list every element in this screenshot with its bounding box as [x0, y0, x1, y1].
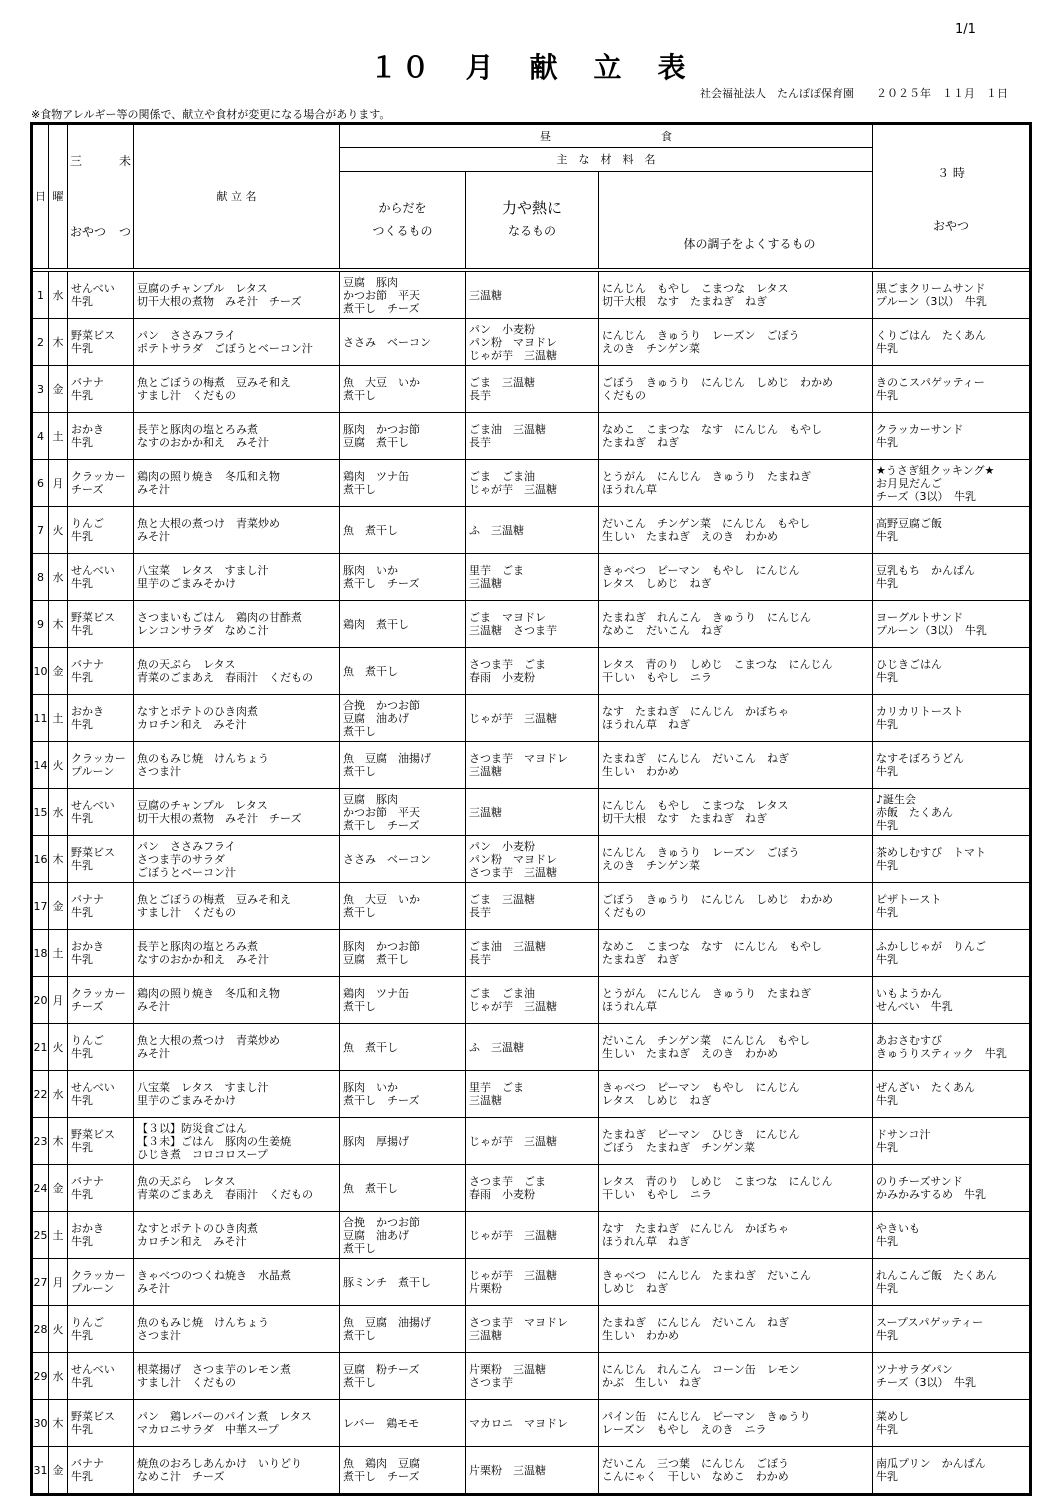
table-row	[32, 1400, 1031, 1447]
cell-condition: パイン缶 にんじん ピーマン きゅうり レーズン もやし えのき ニラ	[599, 1400, 873, 1447]
three-oclock-snack-label: おやつ	[933, 218, 970, 233]
table-row	[32, 1212, 1031, 1259]
cell-wd: 金	[49, 883, 68, 930]
table-row	[32, 883, 1031, 930]
weekday-header: 曜	[49, 124, 68, 269]
cell-condition: だいこん 三つ葉 にんじん ごぼう こんにゃく 干しい なめこ わかめ	[599, 1447, 873, 1495]
cell-day: 30	[32, 1400, 49, 1447]
cell-three: スープスパゲッティー 牛乳	[873, 1306, 1031, 1353]
cell-menu: きゃべつのつくね焼き 水晶煮 みそ汁	[134, 1259, 340, 1306]
cell-three: いもようかん せんべい 牛乳	[873, 977, 1031, 1024]
cell-body: 魚 豆腐 油揚げ 煮干し	[340, 742, 466, 789]
cell-energy: ごま ごま油 じゃが芋 三温糖	[466, 977, 599, 1024]
cell-snack: バナナ 牛乳	[68, 1165, 134, 1212]
snack-header	[68, 124, 134, 269]
table-row	[32, 1071, 1031, 1118]
cell-day: 6	[32, 460, 49, 507]
cell-snack: せんべい 牛乳	[68, 272, 134, 319]
cell-body: 魚 豆腐 油揚げ 煮干し	[340, 1306, 466, 1353]
cell-snack: バナナ 牛乳	[68, 648, 134, 695]
cell-condition: にんじん れんこん コーン缶 レモン かぶ 生しい ねぎ	[599, 1353, 873, 1400]
snack-header-bottom-right: つ	[118, 224, 131, 239]
body-building-top: からだを	[378, 201, 427, 215]
cell-wd: 火	[49, 742, 68, 789]
cell-day: 14	[32, 742, 49, 789]
cell-energy: ごま油 三温糖 長芋	[466, 413, 599, 460]
allergy-note: ※食物アレルギー等の関係で、献立や食材が変更になる場合があります。	[31, 108, 391, 121]
day-header: 日	[32, 124, 49, 269]
cell-wd: 火	[49, 1024, 68, 1071]
table-row	[32, 413, 1031, 460]
cell-snack: クラッカー プルーン	[68, 742, 134, 789]
cell-day: 4	[32, 413, 49, 460]
cell-wd: 木	[49, 836, 68, 883]
condition-header	[599, 172, 873, 269]
cell-three: ふかしじゃが りんご 牛乳	[873, 930, 1031, 977]
cell-menu: 豆腐のチャンプル レタス 切干大根の煮物 みそ汁 チーズ	[134, 272, 340, 319]
cell-body: 魚 煮干し	[340, 1024, 466, 1071]
cell-energy: ごま 三温糖 長芋	[466, 366, 599, 413]
cell-three: 南瓜プリン かんぱん 牛乳	[873, 1447, 1031, 1495]
cell-wd: 水	[49, 554, 68, 601]
cell-three: あおさむすび きゅうりスティック 牛乳	[873, 1024, 1031, 1071]
cell-snack: おかき 牛乳	[68, 413, 134, 460]
body-building-bottom: つくるもの	[372, 224, 433, 238]
three-oclock-label: ３ 時	[937, 165, 965, 180]
cell-body: 豚ミンチ 煮干し	[340, 1259, 466, 1306]
cell-menu: 魚と大根の煮つけ 青菜炒め みそ汁	[134, 1024, 340, 1071]
cell-body: 豆腐 粉チーズ 煮干し	[340, 1353, 466, 1400]
cell-wd: 金	[49, 648, 68, 695]
cell-day: 2	[32, 319, 49, 366]
cell-wd: 月	[49, 977, 68, 1024]
cell-condition: とうがん にんじん きゅうり たまねぎ ほうれん草	[599, 977, 873, 1024]
cell-day: 7	[32, 507, 49, 554]
cell-condition: にんじん もやし こまつな レタス 切干大根 なす たまねぎ ねぎ	[599, 789, 873, 836]
cell-three: なすそぼろうどん 牛乳	[873, 742, 1031, 789]
cell-day: 27	[32, 1259, 49, 1306]
cell-condition: たまねぎ にんじん だいこん ねぎ 生しい わかめ	[599, 1306, 873, 1353]
cell-energy: 片栗粉 三温糖 さつま芋	[466, 1353, 599, 1400]
cell-snack: バナナ 牛乳	[68, 1447, 134, 1495]
snack-header-bottom-left: おやつ	[70, 224, 107, 239]
cell-day: 10	[32, 648, 49, 695]
cell-day: 1	[32, 272, 49, 319]
cell-wd: 木	[49, 319, 68, 366]
table-row	[32, 977, 1031, 1024]
table-row	[32, 1259, 1031, 1306]
table-row	[32, 1353, 1031, 1400]
cell-condition: とうがん にんじん きゅうり たまねぎ ほうれん草	[599, 460, 873, 507]
cell-energy: ふ 三温糖	[466, 507, 599, 554]
cell-energy: じゃが芋 三温糖	[466, 1212, 599, 1259]
table-row	[32, 1447, 1031, 1495]
cell-energy: ごま 三温糖 長芋	[466, 883, 599, 930]
cell-menu: 根菜揚げ さつま芋のレモン煮 すまし汁 くだもの	[134, 1353, 340, 1400]
cell-snack: おかき 牛乳	[68, 930, 134, 977]
cell-day: 20	[32, 977, 49, 1024]
cell-menu: 魚とごぼうの梅煮 豆みそ和え すまし汁 くだもの	[134, 883, 340, 930]
body-building-header	[340, 172, 466, 269]
cell-snack: おかき 牛乳	[68, 1212, 134, 1259]
cell-three: やきいも 牛乳	[873, 1212, 1031, 1259]
cell-day: 31	[32, 1447, 49, 1495]
cell-wd: 水	[49, 272, 68, 319]
cell-body: 鶏肉 ツナ缶 煮干し	[340, 977, 466, 1024]
cell-menu: 長芋と豚肉の塩とろみ煮 なすのおかか和え みそ汁	[134, 930, 340, 977]
cell-day: 21	[32, 1024, 49, 1071]
cell-snack: おかき 牛乳	[68, 695, 134, 742]
table-row	[32, 554, 1031, 601]
cell-day: 25	[32, 1212, 49, 1259]
table-row	[32, 1165, 1031, 1212]
menu-name-header: 献 立 名	[134, 124, 340, 269]
cell-menu: 魚の天ぷら レタス 青菜のごまあえ 春雨汁 くだもの	[134, 1165, 340, 1212]
cell-wd: 木	[49, 1400, 68, 1447]
main-ingredients-header: 主 な 材 料 名	[340, 148, 873, 172]
cell-menu: 豆腐のチャンプル レタス 切干大根の煮物 みそ汁 チーズ	[134, 789, 340, 836]
cell-wd: 金	[49, 1447, 68, 1495]
cell-three: ドサンコ汁 牛乳	[873, 1118, 1031, 1165]
cell-body: 豆腐 豚肉 かつお節 平天 煮干し チーズ	[340, 272, 466, 319]
table-row	[32, 507, 1031, 554]
cell-day: 18	[32, 930, 49, 977]
cell-snack: 野菜ビス 牛乳	[68, 319, 134, 366]
cell-energy: ごま ごま油 じゃが芋 三温糖	[466, 460, 599, 507]
cell-wd: 木	[49, 601, 68, 648]
cell-energy: 三温糖	[466, 272, 599, 319]
cell-wd: 金	[49, 1165, 68, 1212]
cell-day: 22	[32, 1071, 49, 1118]
cell-condition: きゃべつ ピーマン もやし にんじん レタス しめじ ねぎ	[599, 1071, 873, 1118]
table-row	[32, 366, 1031, 413]
cell-snack: せんべい 牛乳	[68, 554, 134, 601]
page-number: 1/1	[955, 22, 976, 37]
cell-condition: たまねぎ ピーマン ひじき にんじん ごぼう たまねぎ チンゲン菜	[599, 1118, 873, 1165]
cell-body: 魚 大豆 いか 煮干し	[340, 366, 466, 413]
cell-condition: なめこ こまつな なす にんじん もやし たまねぎ ねぎ	[599, 413, 873, 460]
table-row	[32, 601, 1031, 648]
cell-condition: きゃべつ にんじん たまねぎ だいこん しめじ ねぎ	[599, 1259, 873, 1306]
cell-condition: だいこん チンゲン菜 にんじん もやし 生しい たまねぎ えのき わかめ	[599, 507, 873, 554]
cell-snack: 野菜ビス 牛乳	[68, 1400, 134, 1447]
table-row	[32, 789, 1031, 836]
cell-body: 鶏肉 ツナ缶 煮干し	[340, 460, 466, 507]
cell-wd: 水	[49, 1071, 68, 1118]
page-title: １０ 月 献 立 表	[369, 51, 690, 84]
cell-body: 豚肉 厚揚げ	[340, 1118, 466, 1165]
cell-energy: ふ 三温糖	[466, 1024, 599, 1071]
cell-day: 8	[32, 554, 49, 601]
cell-three: ♪誕生会 赤飯 たくあん 牛乳	[873, 789, 1031, 836]
cell-three: ヨーグルトサンド プルーン（3以） 牛乳	[873, 601, 1031, 648]
cell-snack: 野菜ビス 牛乳	[68, 836, 134, 883]
cell-snack: せんべい 牛乳	[68, 1071, 134, 1118]
cell-condition: なす たまねぎ にんじん かぼちゃ ほうれん草 ねぎ	[599, 1212, 873, 1259]
cell-day: 29	[32, 1353, 49, 1400]
cell-condition: だいこん チンゲン菜 にんじん もやし 生しい たまねぎ えのき わかめ	[599, 1024, 873, 1071]
cell-wd: 土	[49, 930, 68, 977]
cell-body: 魚 煮干し	[340, 648, 466, 695]
cell-body: ささみ ベーコン	[340, 319, 466, 366]
cell-body: 魚 大豆 いか 煮干し	[340, 883, 466, 930]
cell-body: 豚肉 いか 煮干し チーズ	[340, 554, 466, 601]
cell-menu: 魚とごぼうの梅煮 豆みそ和え すまし汁 くだもの	[134, 366, 340, 413]
organization-date: 社会福祉法人 たんぽぽ保育園 ２０２５年 １１月 １日	[700, 87, 1008, 100]
cell-menu: パン ささみフライ さつま芋のサラダ ごぼうとベーコン汁	[134, 836, 340, 883]
cell-wd: 月	[49, 1259, 68, 1306]
table-row	[32, 460, 1031, 507]
cell-three: 黒ごまクリームサンド プルーン（3以） 牛乳	[873, 272, 1031, 319]
cell-energy: ごま マヨドレ 三温糖 さつま芋	[466, 601, 599, 648]
cell-wd: 月	[49, 460, 68, 507]
table-row	[32, 742, 1031, 789]
three-oclock-header	[873, 124, 1031, 269]
cell-condition: たまねぎ れんこん きゅうり にんじん なめこ だいこん ねぎ	[599, 601, 873, 648]
cell-body: ささみ ベーコン	[340, 836, 466, 883]
cell-body: 鶏肉 煮干し	[340, 601, 466, 648]
cell-day: 3	[32, 366, 49, 413]
cell-wd: 土	[49, 413, 68, 460]
cell-day: 16	[32, 836, 49, 883]
cell-body: 魚 煮干し	[340, 507, 466, 554]
cell-three: カリカリトースト 牛乳	[873, 695, 1031, 742]
table-row	[32, 648, 1031, 695]
cell-wd: 木	[49, 1118, 68, 1165]
cell-three: ひじきごはん 牛乳	[873, 648, 1031, 695]
cell-energy: さつま芋 ごま 春雨 小麦粉	[466, 1165, 599, 1212]
cell-day: 23	[32, 1118, 49, 1165]
cell-menu: さつまいもごはん 鶏肉の甘酢煮 レンコンサラダ なめこ汁	[134, 601, 340, 648]
cell-three: 菜めし 牛乳	[873, 1400, 1031, 1447]
cell-body: 合挽 かつお節 豆腐 油あげ 煮干し	[340, 695, 466, 742]
cell-three: 茶めしむすび トマト 牛乳	[873, 836, 1031, 883]
cell-menu: 魚と大根の煮つけ 青菜炒め みそ汁	[134, 507, 340, 554]
cell-condition: レタス 青のり しめじ こまつな にんじん 干しい もやし ニラ	[599, 648, 873, 695]
energy-top: 力や熱に	[501, 199, 562, 217]
cell-three: くりごはん たくあん 牛乳	[873, 319, 1031, 366]
cell-menu: 【３以】防災食ごはん 【３未】ごはん 豚肉の生姜焼 ひじき煮 コロコロスープ	[134, 1118, 340, 1165]
cell-three: ★うさぎ組クッキング★ お月見だんご チーズ（3以） 牛乳	[873, 460, 1031, 507]
cell-condition: レタス 青のり しめじ こまつな にんじん 干しい もやし ニラ	[599, 1165, 873, 1212]
cell-menu: 魚の天ぷら レタス 青菜のごまあえ 春雨汁 くだもの	[134, 648, 340, 695]
cell-wd: 火	[49, 507, 68, 554]
cell-menu: 八宝菜 レタス すまし汁 里芋のごまみそかけ	[134, 1071, 340, 1118]
cell-snack: バナナ 牛乳	[68, 366, 134, 413]
cell-snack: せんべい 牛乳	[68, 1353, 134, 1400]
cell-energy: 里芋 ごま 三温糖	[466, 1071, 599, 1118]
cell-snack: バナナ 牛乳	[68, 883, 134, 930]
table-row	[32, 1118, 1031, 1165]
energy-bottom: なるもの	[507, 224, 556, 238]
cell-body: 豚肉 かつお節 豆腐 煮干し	[340, 930, 466, 977]
cell-menu: 長芋と豚肉の塩とろみ煮 なすのおかか和え みそ汁	[134, 413, 340, 460]
cell-menu: 魚のもみじ焼 けんちょう さつま汁	[134, 742, 340, 789]
cell-three: ツナサラダパン チーズ（3以） 牛乳	[873, 1353, 1031, 1400]
cell-snack: 野菜ビス 牛乳	[68, 601, 134, 648]
cell-snack: りんご 牛乳	[68, 1306, 134, 1353]
table-row	[32, 836, 1031, 883]
cell-three: ぜんざい たくあん 牛乳	[873, 1071, 1031, 1118]
cell-condition: たまねぎ にんじん だいこん ねぎ 生しい わかめ	[599, 742, 873, 789]
cell-menu: 鶏肉の照り焼き 冬瓜和え物 みそ汁	[134, 460, 340, 507]
cell-day: 11	[32, 695, 49, 742]
table-row	[32, 1024, 1031, 1071]
cell-day: 15	[32, 789, 49, 836]
cell-wd: 金	[49, 366, 68, 413]
cell-condition: なめこ こまつな なす にんじん もやし たまねぎ ねぎ	[599, 930, 873, 977]
energy-header	[466, 172, 599, 269]
cell-three: 高野豆腐ご飯 牛乳	[873, 507, 1031, 554]
cell-condition: にんじん きゅうり レーズン ごぼう えのき チンゲン菜	[599, 319, 873, 366]
cell-body: 豚肉 かつお節 豆腐 煮干し	[340, 413, 466, 460]
cell-energy: じゃが芋 三温糖 片栗粉	[466, 1259, 599, 1306]
cell-menu: なすとポテトのひき肉煮 カロチン和え みそ汁	[134, 1212, 340, 1259]
cell-day: 17	[32, 883, 49, 930]
cell-body: 魚 鶏肉 豆腐 煮干し チーズ	[340, 1447, 466, 1495]
cell-three: 豆乳もち かんぱん 牛乳	[873, 554, 1031, 601]
cell-condition: にんじん もやし こまつな レタス 切干大根 なす たまねぎ ねぎ	[599, 272, 873, 319]
cell-day: 24	[32, 1165, 49, 1212]
cell-energy: じゃが芋 三温糖	[466, 695, 599, 742]
cell-condition: にんじん きゅうり レーズン ごぼう えのき チンゲン菜	[599, 836, 873, 883]
cell-menu: 焼魚のおろしあんかけ いりどり なめこ汁 チーズ	[134, 1447, 340, 1495]
table-row	[32, 272, 1031, 319]
cell-wd: 火	[49, 1306, 68, 1353]
cell-three: のりチーズサンド かみかみするめ 牛乳	[873, 1165, 1031, 1212]
table-row	[32, 930, 1031, 977]
cell-energy: 片栗粉 三温糖	[466, 1447, 599, 1495]
table-row	[32, 319, 1031, 366]
cell-menu: なすとポテトのひき肉煮 カロチン和え みそ汁	[134, 695, 340, 742]
cell-body: 魚 煮干し	[340, 1165, 466, 1212]
cell-wd: 水	[49, 1353, 68, 1400]
cell-energy: パン 小麦粉 パン粉 マヨドレ さつま芋 三温糖	[466, 836, 599, 883]
cell-energy: さつま芋 ごま 春雨 小麦粉	[466, 648, 599, 695]
cell-menu: パン 鶏レバーのパイン煮 レタス マカロニサラダ 中華スープ	[134, 1400, 340, 1447]
cell-three: きのこスパゲッティー 牛乳	[873, 366, 1031, 413]
cell-energy: さつま芋 マヨドレ 三温糖	[466, 1306, 599, 1353]
cell-menu: 魚のもみじ焼 けんちょう さつま汁	[134, 1306, 340, 1353]
cell-body: 合挽 かつお節 豆腐 油あげ 煮干し	[340, 1212, 466, 1259]
cell-body: 豆腐 豚肉 かつお節 平天 煮干し チーズ	[340, 789, 466, 836]
cell-day: 9	[32, 601, 49, 648]
cell-day: 28	[32, 1306, 49, 1353]
cell-energy: 里芋 ごま 三温糖	[466, 554, 599, 601]
cell-snack: クラッカー プルーン	[68, 1259, 134, 1306]
cell-condition: ごぼう きゅうり にんじん しめじ わかめ くだもの	[599, 366, 873, 413]
cell-body: レバー 鶏モモ	[340, 1400, 466, 1447]
cell-wd: 土	[49, 695, 68, 742]
cell-energy: じゃが芋 三温糖	[466, 1118, 599, 1165]
menu-table	[30, 122, 1032, 1496]
cell-snack: せんべい 牛乳	[68, 789, 134, 836]
cell-three: れんこんご飯 たくあん 牛乳	[873, 1259, 1031, 1306]
table-row	[32, 1306, 1031, 1353]
cell-snack: クラッカー チーズ	[68, 977, 134, 1024]
cell-snack: りんご 牛乳	[68, 1024, 134, 1071]
cell-snack: 野菜ビス 牛乳	[68, 1118, 134, 1165]
cell-body: 豚肉 いか 煮干し チーズ	[340, 1071, 466, 1118]
cell-condition: きゃべつ ピーマン もやし にんじん レタス しめじ ねぎ	[599, 554, 873, 601]
cell-three: ピザトースト 牛乳	[873, 883, 1031, 930]
cell-wd: 土	[49, 1212, 68, 1259]
cell-three: クラッカーサンド 牛乳	[873, 413, 1031, 460]
cell-menu: パン ささみフライ ポテトサラダ ごぼうとベーコン汁	[134, 319, 340, 366]
cell-energy: パン 小麦粉 パン粉 マヨドレ じゃが芋 三温糖	[466, 319, 599, 366]
cell-snack: クラッカー チーズ	[68, 460, 134, 507]
cell-energy: 三温糖	[466, 789, 599, 836]
cell-energy: ごま油 三温糖 長芋	[466, 930, 599, 977]
cell-condition: ごぼう きゅうり にんじん しめじ わかめ くだもの	[599, 883, 873, 930]
table-row	[32, 695, 1031, 742]
condition-label: 体の調子をよくするもの	[683, 237, 816, 251]
cell-menu: 鶏肉の照り焼き 冬瓜和え物 みそ汁	[134, 977, 340, 1024]
lunch-header: 昼 食	[340, 124, 873, 148]
cell-condition: なす たまねぎ にんじん かぼちゃ ほうれん草 ねぎ	[599, 695, 873, 742]
cell-energy: マカロニ マヨドレ	[466, 1400, 599, 1447]
snack-header-top-left: 三	[70, 153, 83, 168]
cell-menu: 八宝菜 レタス すまし汁 里芋のごまみそかけ	[134, 554, 340, 601]
cell-wd: 水	[49, 789, 68, 836]
cell-snack: りんご 牛乳	[68, 507, 134, 554]
cell-energy: さつま芋 マヨドレ 三温糖	[466, 742, 599, 789]
snack-header-top-right: 未	[118, 153, 131, 168]
